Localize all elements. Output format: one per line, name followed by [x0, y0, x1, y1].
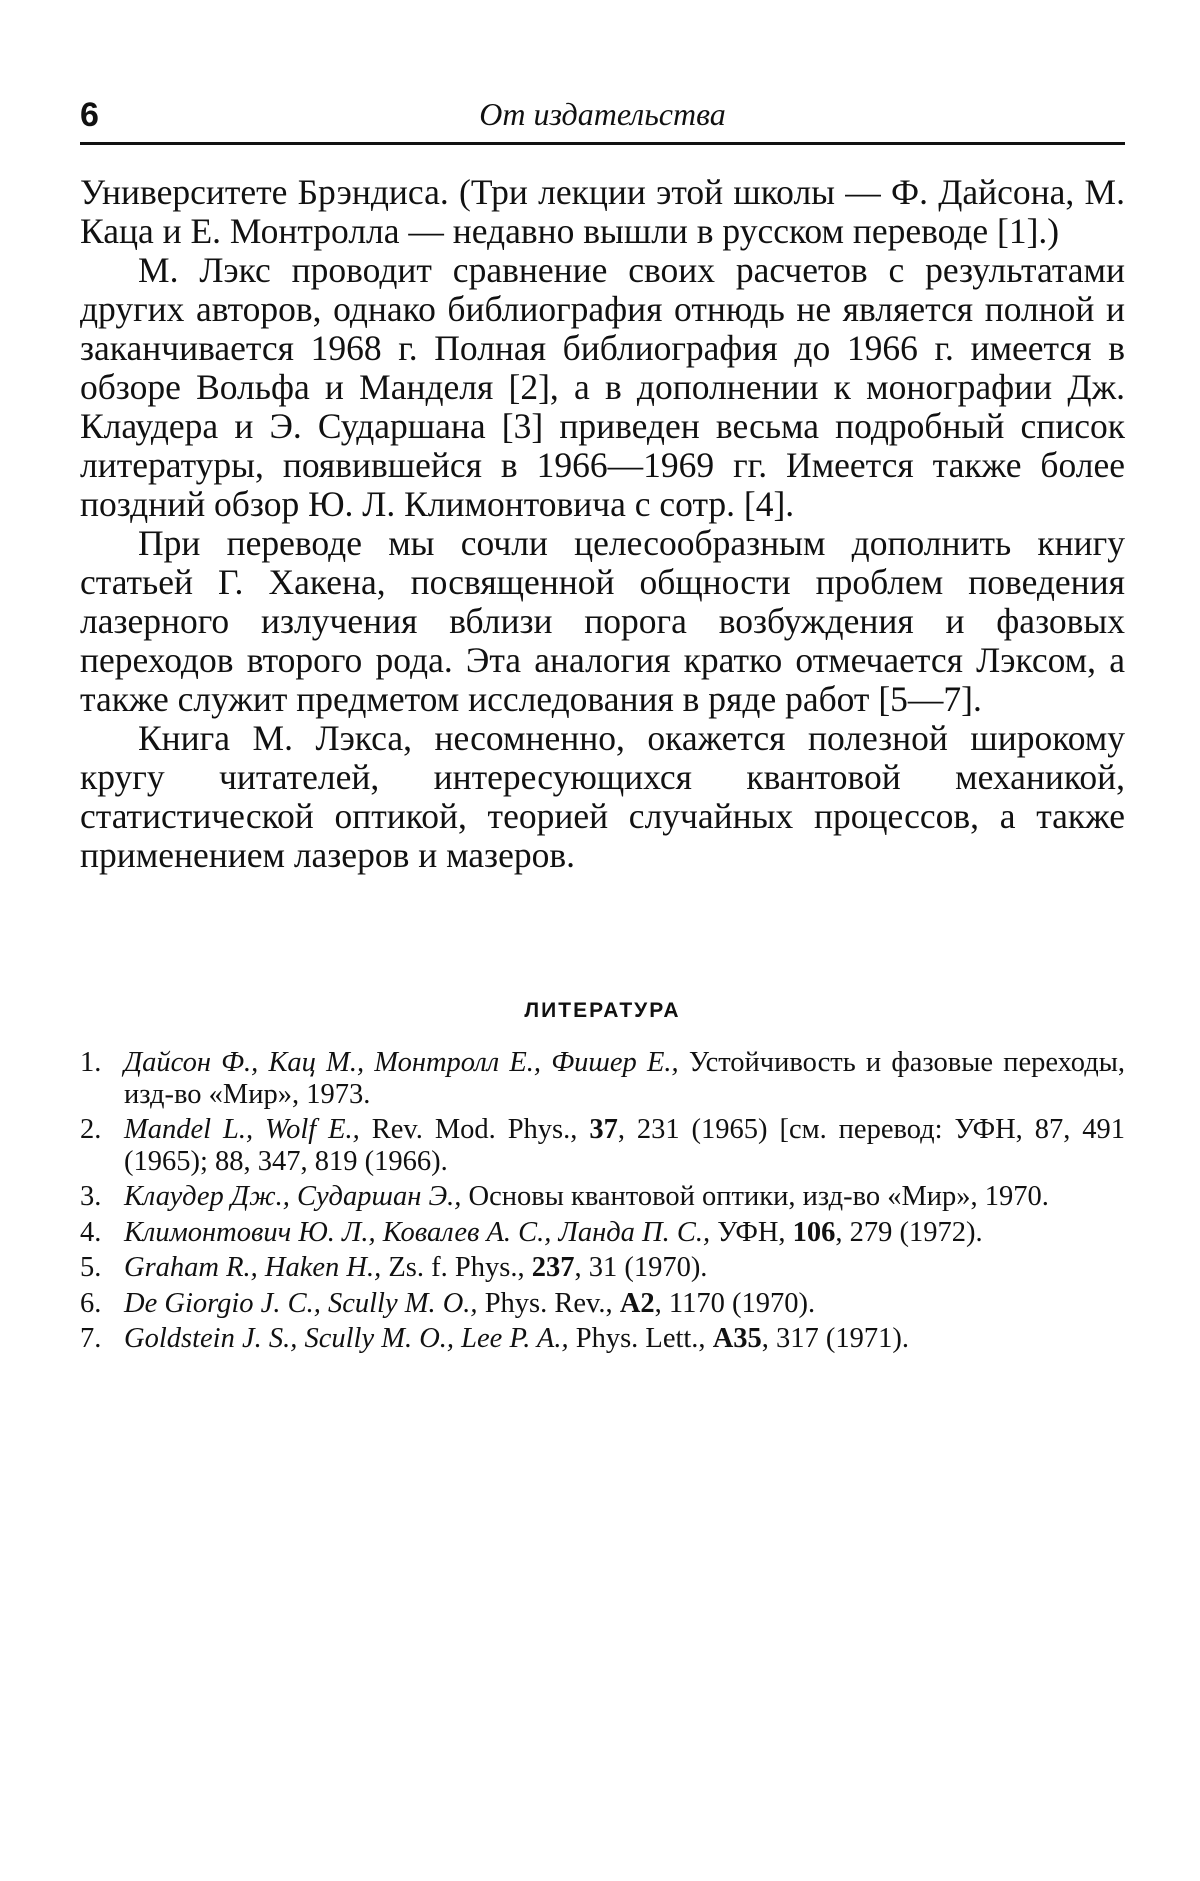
reference-volume: 37 — [589, 1114, 618, 1145]
reference-authors: Graham R., Haken H., — [124, 1252, 382, 1283]
reference-authors: Дайсон Ф., Кац М., Монтролл Е., Фишер Е., — [124, 1047, 679, 1078]
paragraph: Книга М. Лэкса, несомненно, окажется полезной широкому кругу читателей, интересующихся квантовой механикой, статистической оптикой, теорией случайных процессов, а также применением лазеров и мазеров. — [80, 718, 1125, 875]
reference-volume: 237 — [531, 1252, 575, 1283]
reference-details: , 1170 (1970). — [654, 1287, 816, 1319]
reference-source: УФН, — [710, 1216, 793, 1248]
reference-number: 5. — [80, 1252, 102, 1283]
reference-authors: Mandel L., Wolf E., — [124, 1114, 360, 1145]
reference-number: 3. — [80, 1181, 102, 1212]
reference-item — [80, 1217, 1125, 1249]
reference-number: 1. — [80, 1047, 102, 1078]
running-head: От издательства — [479, 96, 726, 132]
reference-details: , 279 (1972). — [835, 1216, 983, 1248]
reference-item — [80, 1181, 1125, 1213]
paragraph: При переводе мы сочли целесообразным дополнить книгу статьей Г. Хакена, посвященной общности проблем поведения лазерного излучения вблизи порога возбуждения и фазовых переходов второго рода. Эта аналогия кратко отмечается Лэксом, а также служит предметом исследования в ряде работ [5—7]. — [80, 523, 1125, 719]
reference-details: , 31 (1970). — [574, 1252, 708, 1283]
reference-authors: De Giorgio J. C., Scully M. O., — [124, 1287, 478, 1319]
reference-number: 2. — [80, 1114, 102, 1145]
reference-volume: 106 — [792, 1216, 836, 1248]
reference-item — [80, 1288, 1125, 1320]
reference-volume: A2 — [619, 1287, 655, 1319]
reference-number: 4. — [80, 1216, 102, 1248]
references-list — [80, 1047, 1125, 1355]
paragraph: М. Лэкс проводит сравнение своих расчетов с результатами других авторов, однако библиография отнюдь не является полной и заканчивается 1968 г. Полная библиография до 1966 г. имеется в обзоре Вольфа и Манделя [2], а в дополнении к монографии Дж. Клаудера и Э. Сударшана [3] приведен весьма подробный список литературы, появившейся в 1966—1969 гг. Имеется также более поздний обзор Ю. Л. Климонтовича с сотр. [4]. — [80, 250, 1125, 524]
reference-details: Устойчивость и фазовые переходы, изд-во «Мир», 1973. — [124, 1047, 1125, 1110]
reference-details: , 317 (1971). — [761, 1323, 910, 1354]
reference-source: Rev. Mod. Phys., — [359, 1114, 590, 1145]
reference-volume: A35 — [712, 1323, 762, 1354]
page-header — [80, 96, 1125, 145]
reference-item — [80, 1252, 1125, 1284]
reference-source: Zs. f. Phys., — [381, 1252, 532, 1283]
references-heading: ЛИТЕРАТУРА — [524, 999, 681, 1022]
page-number: 6 — [80, 96, 99, 134]
reference-item — [80, 1323, 1125, 1355]
body-text — [80, 173, 1125, 875]
reference-number: 6. — [80, 1287, 102, 1319]
reference-item — [80, 1114, 1125, 1177]
reference-authors: Клаудер Дж., Сударшан Э., — [124, 1181, 462, 1212]
book-page — [80, 96, 1125, 1359]
reference-authors: Goldstein J. S., Scully M. O., Lee P. A., — [124, 1323, 569, 1354]
reference-number: 7. — [80, 1323, 102, 1354]
reference-details: Основы квантовой оптики, изд-во «Мир», 1970. — [461, 1181, 1049, 1212]
reference-source: Phys. Lett., — [568, 1323, 713, 1354]
paragraph: Университете Брэндиса. (Три лекции этой школы — Ф. Дайсона, М. Каца и Е. Монтролла — недавно вышли в русском переводе [1].) — [80, 172, 1125, 251]
reference-details: , 231 (1965) [см. перевод: УФН, 87, 491 (1965); 88, 347, 819 (1966). — [124, 1114, 1126, 1177]
reference-item — [80, 1047, 1125, 1110]
reference-source: Phys. Rev., — [477, 1287, 620, 1319]
reference-authors: Климонтович Ю. Л., Ковалев А. С., Ланда П. С., — [124, 1216, 711, 1248]
